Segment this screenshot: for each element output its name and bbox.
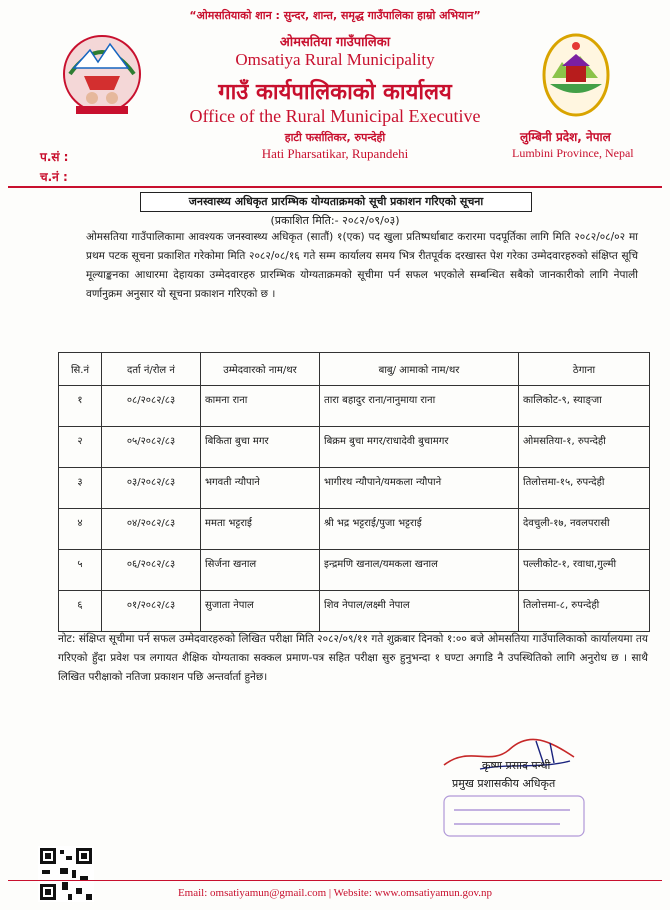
- col-header-roll: दर्ता नं/रोल नं: [102, 353, 201, 386]
- cell-parents: बिक्रम बुचा मगर/राधादेवी बुचामगर: [320, 427, 519, 468]
- cell-sn: ३: [59, 468, 102, 509]
- cell-address: तिलोत्तमा-१५, रुपन्देही: [519, 468, 650, 509]
- notice-body: ओमसतिया गाउँपालिकामा आवश्यक जनस्वास्थ्य अधिकृत (सातौं) १(एक) पद खुला प्रतिष्पर्धाबाट करारमा पदपूर्तिका लागि मिति २०८२/०८/०२ मा प्रथम पटक सूचना प्रकाशित गरेकोमा मिति २०८२/०८/१६ गते सम्म कार्यालय समय भित्र रीतपूर्वक दरखास्त पेश गरेका उम्मेदवारहरुको संक्षिप्त सूचि मूल्याङ्कनका आधारमा देहायका उम्मेदवारहरु प्रारम्भिक योग्यताक्रमको सूचीमा पर्न सफल भएकोले सम्बन्धित सबैको जानकारीको लागि नेपाली वर्णानुक्रम अनुसार यो सूचना प्रकाशन गरिएको छ ।: [86, 231, 638, 300]
- cell-name: कामना राना: [201, 386, 320, 427]
- cell-sn: ५: [59, 550, 102, 591]
- cell-address: देवचुली-१७, नवलपरासी: [519, 509, 650, 550]
- col-header-parents: बाबु/ आमाको नाम/थर: [320, 353, 519, 386]
- office-name-np: गाउँ कार्यपालिकाको कार्यालय: [218, 80, 452, 105]
- cell-sn: २: [59, 427, 102, 468]
- cell-name: बिकिता बुचा मगर: [201, 427, 320, 468]
- cell-roll: ०८/२०८२/८३: [102, 386, 201, 427]
- location-en: Hati Pharsatikar, Rupandehi: [261, 146, 409, 161]
- signatory-title: प्रमुख प्रशासकीय अधिकृत: [452, 777, 556, 790]
- cell-parents: इन्द्रमणि खनाल/यमकला खनाल: [320, 550, 519, 591]
- notice-note: नोट: संक्षिप्त सूचीमा पर्न सफल उम्मेदवारहरुको लिखित परीक्षा मिति २०८२/०९/११ गते शुक्रबार दिनको १:०० बजे ओमसतिया गाउँपालिकाको कार्यालयमा तय गरिएको हुँदा प्रवेश पत्र लगायत शैक्षिक योग्यताका सक्कल प्रमाण-पत्र सहित परीक्षा सुरु हुनुभन्दा १ घण्टा अगाडि नै उपस्थितिको लागि अनुरोध छ । साथै लिखित परीक्षाको नतिजा प्रकाशन पछि अन्तर्वार्ता हुनेछ।: [58, 633, 648, 683]
- cell-parents: श्री भद्र भट्टराई/पुजा भट्टराई: [320, 509, 519, 550]
- footer-contact: Email: omsatiyamun@gmail.com | Website: www.omsatiyamun.gov.np: [177, 887, 493, 899]
- cell-roll: ०६/२०८२/८३: [102, 550, 201, 591]
- col-header-sn: सि.नं: [59, 353, 102, 386]
- cell-parents: शिव नेपाल/लक्ष्मी नेपाल: [320, 591, 519, 632]
- footer-divider: [8, 880, 662, 881]
- published-date: (प्रकाशित मिति:- २०८२/०९/०३): [270, 214, 400, 227]
- col-header-address: ठेगाना: [519, 353, 650, 386]
- cell-parents: तारा बहादुर राना/नानुमाया राना: [320, 386, 519, 427]
- province-np: लुम्बिनी प्रदेश, नेपाल: [520, 130, 611, 144]
- header-divider: [8, 186, 662, 188]
- table-row: [59, 427, 650, 468]
- cell-sn: ४: [59, 509, 102, 550]
- table-row: [59, 509, 650, 550]
- cell-address: ओमसतिया-१, रुपन्देही: [519, 427, 650, 468]
- slogan: “ओमसतियाको शान : सुन्दर, शान्त, समृद्ध गाउँपालिका हाम्रो अभियान”: [189, 9, 481, 22]
- province-en: Lumbini Province, Nepal: [512, 146, 634, 160]
- col-header-name: उम्मेदवारको नाम/थर: [201, 353, 320, 386]
- municipality-name-np: ओमसतिया गाउँपालिका: [279, 35, 391, 50]
- cell-name: ममता भट्टराई: [201, 509, 320, 550]
- table-row: [59, 468, 650, 509]
- dispatch-number-label: च.नं :: [40, 170, 68, 184]
- cell-name: सुजाता नेपाल: [201, 591, 320, 632]
- cell-name: भगवती न्यौपाने: [201, 468, 320, 509]
- table-row: [59, 550, 650, 591]
- office-name-en: Office of the Rural Municipal Executive: [189, 106, 481, 126]
- table-row: [59, 591, 650, 632]
- cell-address: तिलोत्तमा-८, रुपन्देही: [519, 591, 650, 632]
- cell-name: सिर्जना खनाल: [201, 550, 320, 591]
- cell-roll: ०४/२०८२/८३: [102, 509, 201, 550]
- official-stamp-icon: [440, 788, 590, 844]
- cell-sn: १: [59, 386, 102, 427]
- cell-address: पल्लीकोट-१, रवाधा,गुल्मी: [519, 550, 650, 591]
- cell-roll: ०३/२०८२/८३: [102, 468, 201, 509]
- candidate-table: [58, 352, 650, 632]
- municipality-name-en: Omsatiya Rural Municipality: [235, 50, 435, 69]
- municipality-logo-icon: [540, 32, 612, 118]
- location-np: हाटी फर्सातिकर, रुपन्देही: [284, 131, 386, 144]
- notice-title: जनस्वास्थ्य अधिकृत प्रारम्भिक योग्यताक्रमको सूची प्रकाशन गरिएको सूचना: [140, 192, 532, 212]
- reference-number-label: प.सं :: [40, 150, 69, 164]
- signatory-name: कृष्ण प्रसाद पन्थी: [482, 759, 551, 772]
- table-row: [59, 386, 650, 427]
- cell-roll: ०५/२०८२/८३: [102, 427, 201, 468]
- cell-parents: भागीरथ न्यौपाने/यमकला न्यौपाने: [320, 468, 519, 509]
- table-header-row: [59, 353, 650, 386]
- cell-roll: ०१/२०८२/८३: [102, 591, 201, 632]
- cell-address: कालिकोट-९, स्याङ्जा: [519, 386, 650, 427]
- cell-sn: ६: [59, 591, 102, 632]
